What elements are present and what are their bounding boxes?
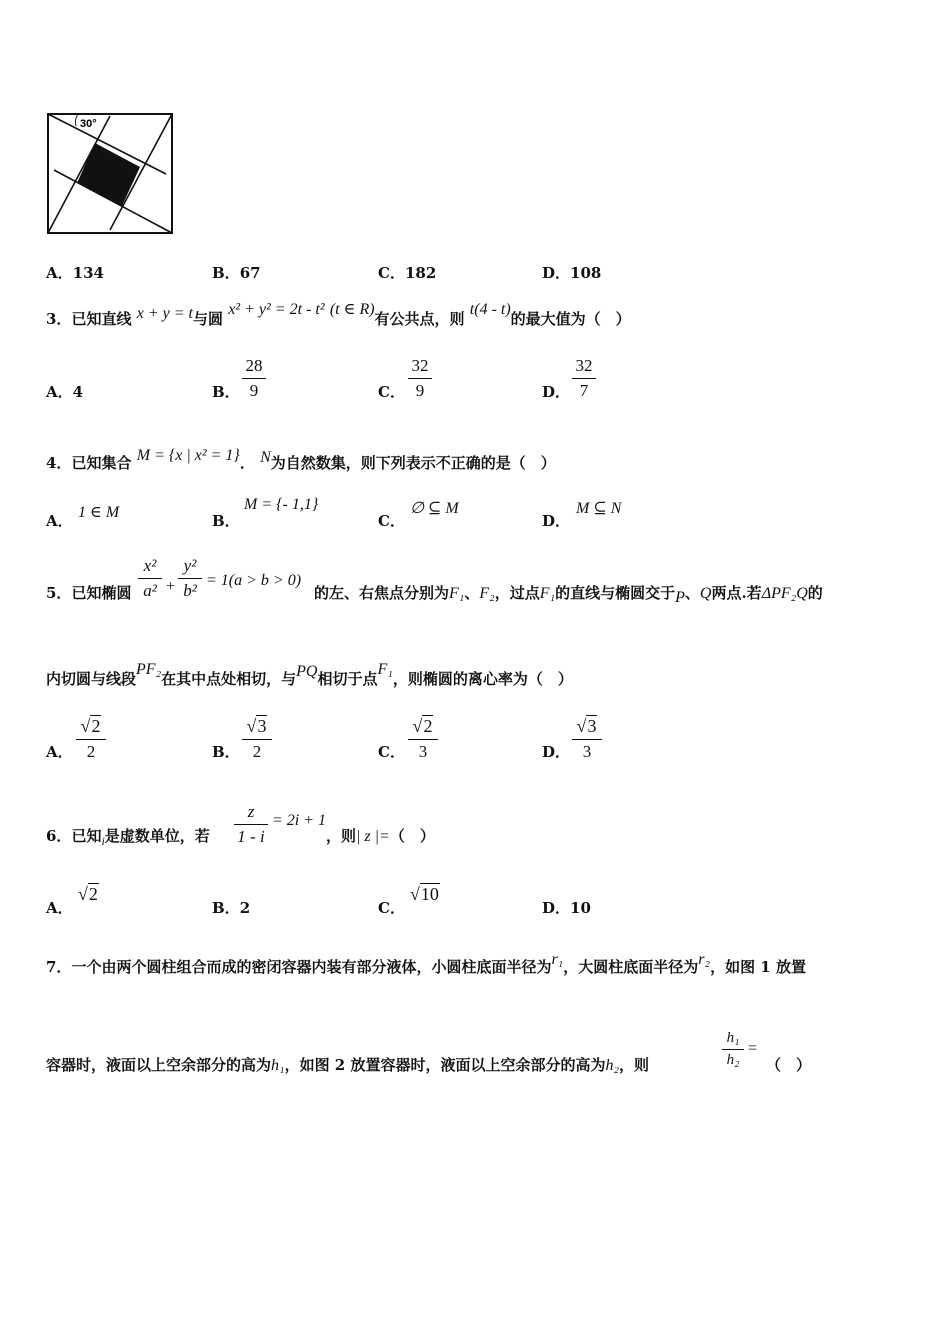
q3-option-d-fraction: 32 7 bbox=[572, 356, 596, 401]
q5-fraction-y: y² b² bbox=[178, 556, 202, 601]
q6-option-b[interactable]: B．2 bbox=[212, 899, 251, 917]
q6-option-a-math: √2 bbox=[78, 884, 98, 904]
q5-stem-line1-rest: 的左、右焦点分别为F₁、F₂，过点F₁的直线与椭圆交于P、Q两点.若ΔPF₂Q的 bbox=[314, 584, 823, 606]
q6-option-c-math: √10 bbox=[410, 884, 439, 904]
q4-option-b-math: M = {- 1,1} bbox=[244, 496, 319, 513]
document-page: 30° A．134 B．67 C．182 D．108 3．已知直线 x + y = t与圆 x² + y² = 2t - t² (t ∈ R)有公共点，则 t(4 - t)的最大值为（ ） A．4 B． 28 9 C． 32 9 D． 32 7 4．已知集合 M = {x | x² = 1}． N为自然数集，则下列表示不正确的是（ ） A． 1 ∈ M B． M = {- 1,1} C． ∅ ⊆ M D． M ⊆ N 5．已知椭圆 x² a² + y² b² = 1(a > b > 0) 的左、右焦点分别为F₁、F₂，过点F₁的直线与椭圆交于P、Q两点.若ΔPF₂Q的 内切圆与线段PF₂在其中点处相切，与PQ相切于点F₁，则椭圆的离心率为（ ） A． √2 2 B． √3 2 C． √2 3 D． √3 3 6．已知$_i$是虚数单位，若 z 1 - i = 2i + 1 ，则| z |=（ ） A． √2 B．2 C． √10 D．10 7．一个由两个圆柱组合而成的密闭容器内装有部分液体，小圆柱底面半径为r₁，大圆柱底面半径为r₂，如图 1 放置 容器时，液面以上空余部分的高为h₁，如图 2 放置容器时，液面以上空余部分的高为h₂，则 h₁ h₂ = （ ） bbox=[0, 0, 950, 1344]
q6-fraction: z 1 - i bbox=[234, 802, 268, 847]
q3-stem: 3．已知直线 x + y = t与圆 x² + y² = 2t - t² (t ∈ R)有公共点，则 t(4 - t)的最大值为（ ） bbox=[46, 301, 631, 328]
q3-circle-equation: x² + y² = 2t - t² bbox=[228, 301, 325, 318]
q7-fraction: h₁ h₂ bbox=[722, 1030, 744, 1069]
q5-stem-line2: 内切圆与线段PF₂在其中点处相切，与PQ相切于点F₁，则椭圆的离心率为（ ） bbox=[46, 661, 573, 688]
q5-fraction-x: x² a² bbox=[138, 556, 162, 601]
q2-option-b[interactable]: B．67 bbox=[212, 264, 261, 282]
q4-option-d[interactable]: D． bbox=[542, 512, 571, 530]
q7-stem-line2: 容器时，液面以上空余部分的高为h₁，如图 2 放置容器时，液面以上空余部分的高为h₂，则 bbox=[46, 1056, 650, 1074]
q3-option-c-fraction: 32 9 bbox=[408, 356, 432, 401]
q4-option-a-math: 1 ∈ M bbox=[78, 504, 120, 521]
pinwheel-figure bbox=[46, 112, 174, 236]
q4-option-a[interactable]: A． bbox=[46, 512, 73, 530]
q7-answer-blank: （ ） bbox=[766, 1056, 812, 1074]
q3-line-equation: x + y = t bbox=[136, 305, 193, 322]
q6-stem-rest: ，则| z |=（ ） bbox=[326, 827, 435, 845]
q4-option-c-math: ∅ ⊆ M bbox=[410, 500, 459, 517]
q6-option-c[interactable]: C． bbox=[378, 899, 405, 917]
q5-option-d[interactable]: D． bbox=[542, 743, 571, 761]
q5-ellipse-condition: = 1(a > b > 0) bbox=[206, 572, 302, 589]
q4-set-definition: M = {x | x² = 1} bbox=[136, 447, 240, 464]
q5-stem-line1: 5．已知椭圆 bbox=[46, 584, 132, 602]
q5-option-d-fraction: √3 3 bbox=[572, 716, 602, 762]
q3-option-a[interactable]: A．4 bbox=[46, 383, 84, 401]
q2-option-a[interactable]: A．134 bbox=[46, 264, 104, 282]
q6-option-d[interactable]: D．10 bbox=[542, 899, 591, 917]
q5-option-b-fraction: √3 2 bbox=[242, 716, 272, 762]
q6-stem: 6．已知$_i$是虚数单位，若 bbox=[46, 827, 210, 848]
q3-option-b[interactable]: B． bbox=[212, 383, 240, 401]
q5-option-a-fraction: √2 2 bbox=[76, 716, 106, 762]
q6-option-a[interactable]: A． bbox=[46, 899, 73, 917]
q3-expression: t(4 - t) bbox=[469, 301, 511, 318]
q4-option-d-math: M ⊆ N bbox=[576, 500, 622, 517]
q3-option-b-fraction: 28 9 bbox=[242, 356, 266, 401]
q6-rhs: = 2i + 1 bbox=[272, 812, 327, 829]
q2-option-c[interactable]: C．182 bbox=[378, 264, 437, 282]
q3-option-c[interactable]: C． bbox=[378, 383, 405, 401]
angle-label: 30° bbox=[80, 118, 97, 130]
q4-option-b[interactable]: B． bbox=[212, 512, 240, 530]
q4-stem: 4．已知集合 M = {x | x² = 1}． N为自然数集，则下列表示不正确的是（ ） bbox=[46, 447, 556, 472]
q5-option-c[interactable]: C． bbox=[378, 743, 405, 761]
q2-option-d[interactable]: D．108 bbox=[542, 264, 602, 282]
q4-option-c[interactable]: C． bbox=[378, 512, 405, 530]
q3-option-d[interactable]: D． bbox=[542, 383, 571, 401]
q7-stem-line1: 7．一个由两个圆柱组合而成的密闭容器内装有部分液体，小圆柱底面半径为r₁，大圆柱底面半径为r₂，如图 1 放置 bbox=[46, 951, 806, 976]
q5-option-c-fraction: √2 3 bbox=[408, 716, 438, 762]
q5-option-b[interactable]: B． bbox=[212, 743, 240, 761]
q5-option-a[interactable]: A． bbox=[46, 743, 73, 761]
